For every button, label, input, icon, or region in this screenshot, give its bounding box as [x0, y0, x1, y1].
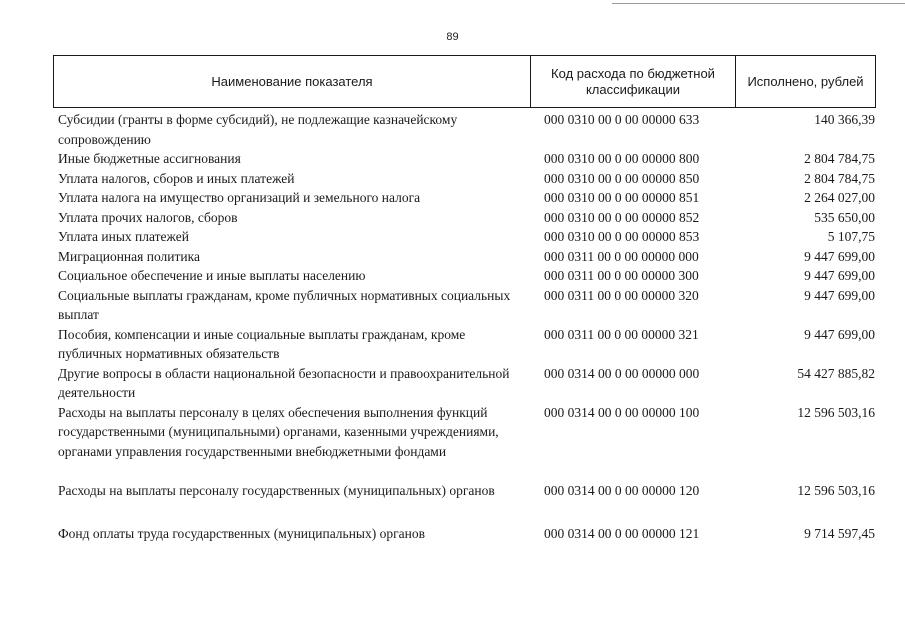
top-rule: [612, 3, 905, 4]
row-code: 000 0310 00 0 00 00000 852: [544, 209, 700, 225]
row-name: Пособия, компенсации и иные социальные выплаты гражданам, кроме публичных нормативных обязательств: [58, 326, 466, 361]
row-code: 000 0311 00 0 00 00000 320: [544, 287, 699, 303]
row-name: Уплата иных платежей: [58, 229, 189, 244]
table-row: [0, 286, 905, 325]
row-code: 000 0314 00 0 00 00000 000: [544, 365, 700, 381]
table-row: [0, 403, 905, 481]
row-executed: 2 804 784,75: [804, 170, 875, 186]
row-name: Расходы на выплаты персоналу в целях обеспечения выполнения функций государственными (муниципальными) органами, казенными учреждениями, органами управления государственными внебюджетными фондами: [58, 404, 499, 459]
row-code: 000 0310 00 0 00 00000 853: [544, 229, 700, 244]
row-executed: 2 264 027,00: [804, 190, 875, 205]
table-row: [0, 364, 905, 403]
table-row: [0, 266, 905, 286]
row-code: 000 0311 00 0 00 00000 300: [544, 268, 699, 283]
table-row: [0, 149, 905, 169]
row-name: Социальное обеспечение и иные выплаты населению: [58, 268, 366, 283]
row-code: 000 0314 00 0 00 00000 100: [544, 404, 700, 420]
table-row: [0, 208, 905, 228]
row-executed: 535 650,00: [814, 209, 875, 225]
row-name: Уплата налога на имущество организаций и земельного налога: [58, 190, 421, 205]
row-executed: 9 447 699,00: [804, 248, 875, 264]
table-row: [0, 481, 905, 524]
row-name: Иные бюджетные ассигнования: [58, 151, 241, 166]
row-executed: 12 596 503,16: [797, 482, 875, 498]
row-executed: 9 447 699,00: [804, 326, 875, 342]
row-executed: 12 596 503,16: [797, 404, 875, 420]
row-executed: 9 447 699,00: [804, 287, 875, 303]
row-executed: 9 447 699,00: [804, 268, 875, 283]
row-executed: 9 714 597,45: [804, 525, 875, 541]
row-name: Другие вопросы в области национальной безопасности и правоохранительной деятельности: [58, 365, 510, 400]
row-code: 000 0310 00 0 00 00000 633: [544, 112, 700, 127]
table-row: [0, 524, 905, 544]
row-executed: 54 427 885,82: [797, 365, 875, 381]
row-name: Расходы на выплаты персоналу государственных (муниципальных) органов: [58, 482, 495, 498]
page-number: 89: [446, 31, 459, 43]
row-code: 000 0314 00 0 00 00000 120: [544, 482, 700, 498]
row-code: 000 0310 00 0 00 00000 851: [544, 190, 700, 205]
row-name: Уплата прочих налогов, сборов: [58, 209, 238, 225]
row-code: 000 0311 00 0 00 00000 000: [544, 248, 699, 264]
table-row: [0, 169, 905, 189]
row-name: Уплата налогов, сборов и иных платежей: [58, 170, 295, 186]
table-row: [0, 110, 905, 149]
row-executed: 2 804 784,75: [804, 151, 875, 166]
row-executed: 140 366,39: [814, 112, 875, 127]
row-name: Субсидии (гранты в форме субсидий), не подлежащие казначейскому сопровождению: [58, 112, 458, 147]
table-row: [0, 188, 905, 208]
table-row: [0, 325, 905, 364]
row-code: 000 0314 00 0 00 00000 121: [544, 525, 700, 541]
column-header-name: Наименование показателя: [211, 73, 373, 89]
row-name: Социальные выплаты гражданам, кроме публичных нормативных социальных выплат: [58, 287, 511, 322]
table-body: [0, 110, 905, 543]
row-executed: 5 107,75: [827, 229, 875, 244]
row-name: Миграционная политика: [58, 248, 200, 264]
table-row: [0, 247, 905, 267]
table-row: [0, 227, 905, 247]
column-header-code: Код расхода по бюджетной классификации: [530, 56, 735, 107]
column-header-executed: Исполнено, рублей: [735, 56, 875, 107]
row-name: Фонд оплаты труда государственных (муниципальных) органов: [58, 525, 425, 541]
row-code: 000 0310 00 0 00 00000 800: [544, 151, 700, 166]
table-header: [53, 55, 876, 108]
row-code: 000 0310 00 0 00 00000 850: [544, 170, 700, 186]
row-code: 000 0311 00 0 00 00000 321: [544, 326, 699, 342]
